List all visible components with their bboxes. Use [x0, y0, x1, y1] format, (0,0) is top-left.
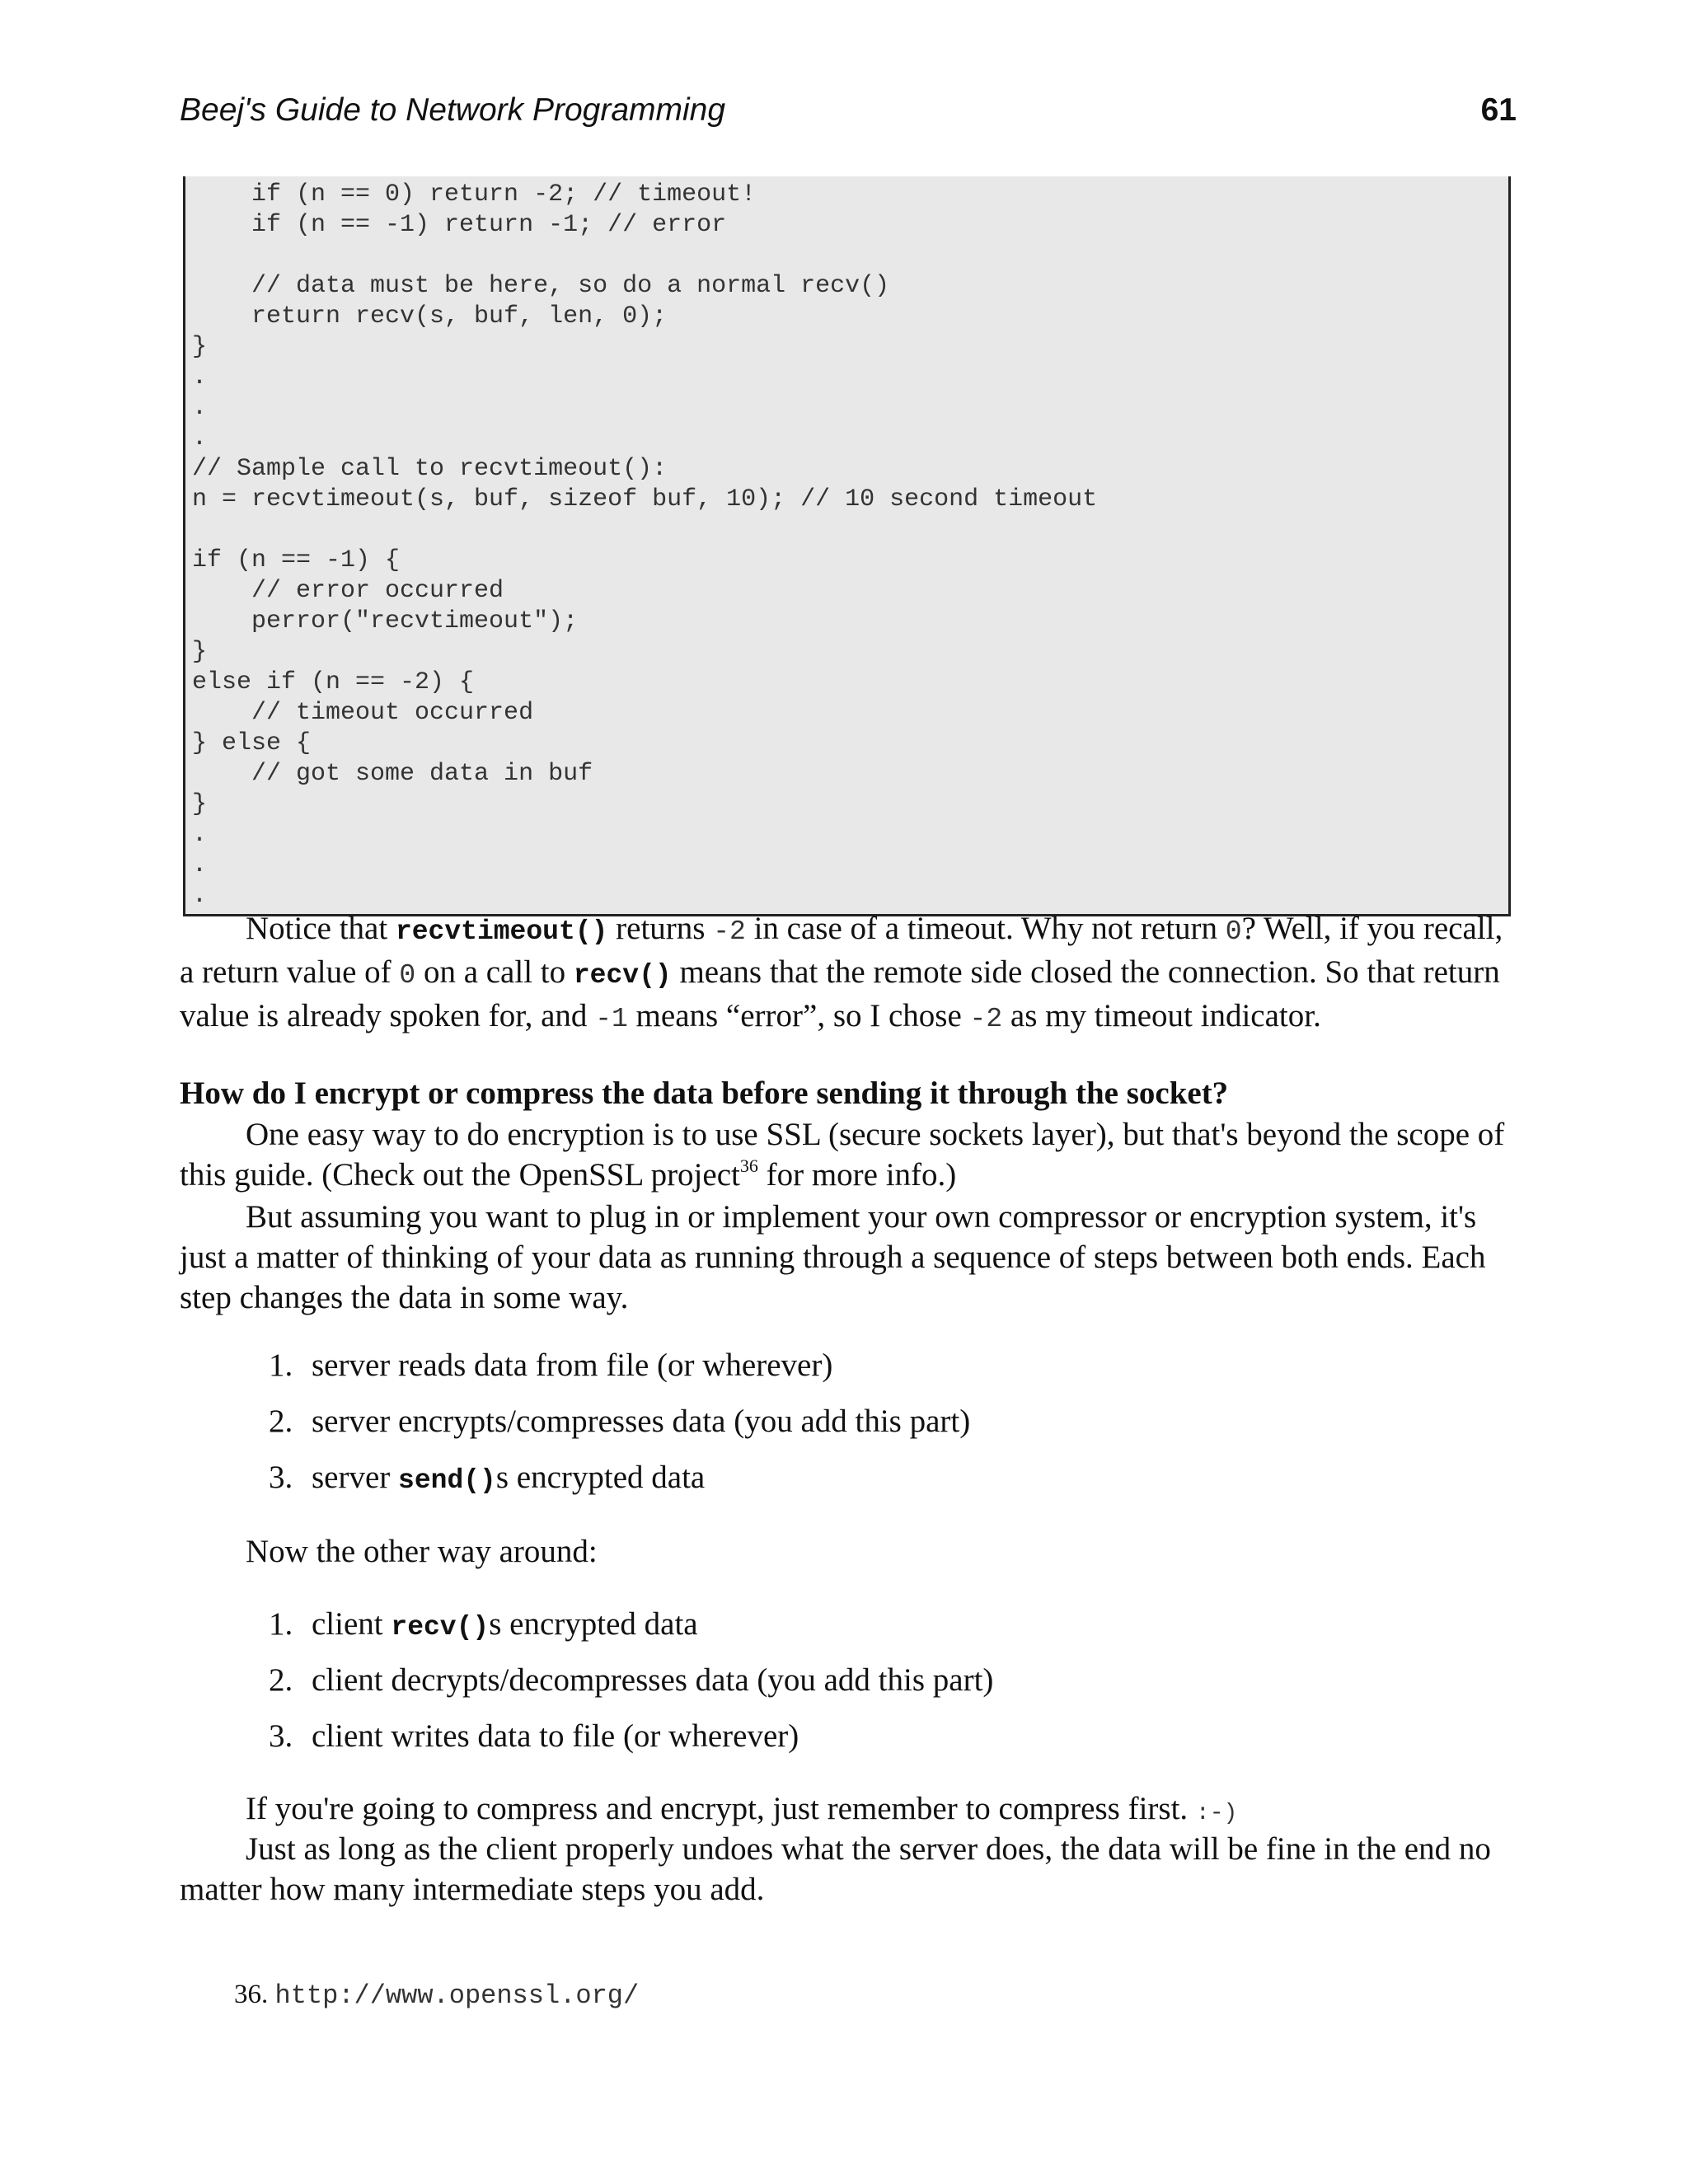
list-text: client writes data to file (or wherever): [312, 1718, 799, 1754]
inline-code: -2: [969, 1004, 1003, 1034]
list-item: [269, 1401, 1423, 1441]
text-run: on a call to: [415, 954, 574, 990]
inline-code: recv(): [391, 1612, 490, 1643]
text-run: as my timeout indicator.: [1002, 998, 1321, 1033]
list-item: [269, 1716, 1423, 1756]
footnote-link[interactable]: http://www.openssl.org/: [274, 1980, 640, 2011]
text-run: means that the remote side closed the connection. So that return value is already spoken for, and: [180, 954, 1500, 1033]
list-number: 1.: [269, 1606, 293, 1642]
text-run: means “error”, so I chose: [627, 998, 970, 1033]
text-run: returns: [607, 911, 714, 946]
paragraph-other-way: Now the other way around:: [246, 1534, 598, 1569]
list-text: s encrypted data: [489, 1606, 698, 1642]
text-run: One easy way to do encryption is to use SSL (secure sockets layer), but that's beyond the scope of this guide. (Check out the OpenSSL project: [180, 1117, 1505, 1193]
footnote-ref[interactable]: 36: [739, 1155, 758, 1176]
inline-code: 0: [1225, 916, 1242, 947]
inline-code: send(): [398, 1465, 496, 1496]
text-run: If you're going to compress and encrypt, just remember to compress first.: [246, 1791, 1196, 1826]
paragraph-assuming: But assuming you want to plug in or implement your own compressor or encryption system, it's just a matter of thinking of your data as running through a sequence of steps between both ends. Each step changes the data in some way.: [180, 1199, 1486, 1315]
paragraph-compress: [180, 1788, 1517, 1834]
inline-code: 0: [399, 960, 416, 991]
text-run: Notice that: [246, 911, 396, 946]
code-listing: [183, 176, 1511, 916]
list-item: [269, 1345, 1423, 1385]
list-text: server reads data from file (or wherever): [312, 1347, 833, 1383]
footnote: [234, 1976, 1223, 2014]
list-text: server: [312, 1460, 399, 1495]
code-text: if (n == 0) return -2; // timeout! if (n == -1) return -1; // error // data must be here, so do a normal recv() return recv(s, buf, len, 0); } . . . // Sample call to recvtimeout(): n = recvtimeout(s, buf, sizeof buf, 10); // 10 second timeout if (n == -1) { // error occurred perror("recvtimeout"); } else if (n == -2) { // timeout occurred } else { // got some data in buf } . . .: [192, 180, 1098, 910]
inline-code: recv(): [573, 960, 672, 991]
list-number: 3.: [269, 1460, 293, 1495]
header-title: Beej's Guide to Network Programming: [180, 92, 726, 128]
paragraph-notice: [180, 908, 1517, 1039]
text-run: ? Well, if you recall, a return value of: [180, 911, 1503, 990]
page-number: 61: [1480, 92, 1517, 128]
list-item: [269, 1604, 1423, 1647]
list-text: server encrypts/compresses data (you add this part): [312, 1404, 971, 1439]
list-number: 2.: [269, 1404, 293, 1439]
inline-code: recvtimeout(): [395, 916, 608, 947]
running-header: [180, 92, 1517, 138]
list-number: 1.: [269, 1347, 293, 1383]
section-heading: How do I encrypt or compress the data before sending it through the socket?: [180, 1076, 1229, 1111]
smiley: :-): [1195, 1801, 1238, 1826]
list-text: s encrypted data: [495, 1460, 706, 1495]
inline-code: -2: [713, 916, 746, 947]
list-text: client: [312, 1606, 392, 1642]
list-item: [269, 1660, 1423, 1700]
footnote-number: 36.: [234, 1980, 275, 2009]
text-run: for more info.): [757, 1157, 957, 1193]
list-text: client decrypts/decompresses data (you add this part): [312, 1662, 994, 1698]
text-run: in case of a timeout. Why not return: [745, 911, 1226, 946]
list-number: 2.: [269, 1662, 293, 1698]
list-number: 3.: [269, 1718, 293, 1754]
inline-code: -1: [595, 1004, 628, 1034]
paragraph-ssl: [180, 1114, 1517, 1195]
paragraph-final: Just as long as the client properly undoes what the server does, the data will be fine in the end no matter how many intermediate steps you add.: [180, 1831, 1491, 1907]
list-item: [269, 1457, 1423, 1501]
